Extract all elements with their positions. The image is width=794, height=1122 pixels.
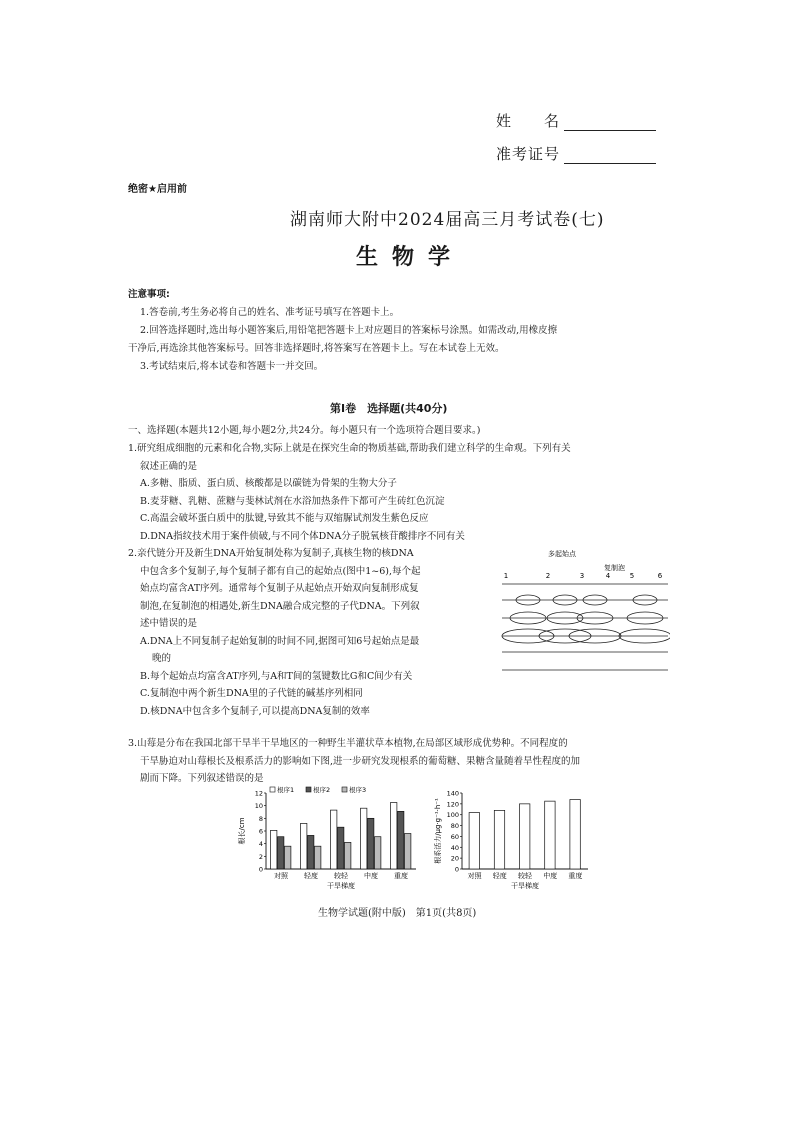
bar bbox=[308, 835, 314, 869]
q2-stem: 制泡,在复制泡的相遇处,新生DNA融合成完整的子代DNA。下列叙 bbox=[140, 600, 420, 612]
x-tick-label: 重度 bbox=[394, 872, 408, 880]
origin-number: 5 bbox=[629, 572, 635, 580]
x-axis-label: 干旱梯度 bbox=[327, 882, 355, 890]
y-tick-label: 100 bbox=[446, 811, 459, 820]
name-field bbox=[496, 110, 656, 131]
q2-stem: 始点均富含AT序列。通常每个复制子从起始点开始双向复制形成复 bbox=[140, 583, 419, 594]
origin-number: 2 bbox=[545, 572, 551, 580]
bubble-label: 复制泡 bbox=[604, 564, 625, 572]
exam-id-blank bbox=[564, 149, 656, 164]
bar bbox=[315, 846, 321, 869]
q3-stem: 干旱胁迫对山莓根长及根系活力的影响如下图,进一步研究发现根系的葡萄糖、果糖含量随着旱性程度的加 bbox=[140, 755, 581, 767]
q3-stem: 3.山莓是分布在我国北部干旱半干旱地区的一种野生半灌状草本植物,在局部区域形成优势种。不同程度的 bbox=[128, 738, 568, 749]
subject-title: 生物学 bbox=[356, 245, 465, 270]
bar bbox=[570, 800, 580, 869]
y-tick-label: 6 bbox=[258, 827, 263, 836]
q2-option-c: C.复制泡中两个新生DNA里的子代链的碱基序列相同 bbox=[140, 688, 363, 699]
root-activity-chart bbox=[432, 785, 592, 890]
y-tick-label: 60 bbox=[450, 832, 459, 841]
origin-number: 6 bbox=[657, 572, 663, 580]
y-tick-label: 8 bbox=[258, 814, 263, 823]
bar bbox=[520, 804, 530, 869]
note-item: 2.回答选择题时,选出每小题答案后,用铅笔把答题卡上对应题目的答案标号涂黑。如需改动,用橡皮擦 bbox=[140, 325, 558, 336]
q2-stem: 述中错误的是 bbox=[140, 618, 198, 629]
y-tick-label: 4 bbox=[258, 840, 263, 849]
replication-diagram bbox=[500, 548, 670, 678]
x-axis-label: 干旱梯度 bbox=[511, 882, 539, 890]
q2-stem: 2.亲代链分开及新生DNA开始复制处称为复制子,真核生物的核DNA bbox=[128, 548, 414, 559]
notes-title: 注意事项: bbox=[128, 289, 170, 300]
bar bbox=[405, 834, 411, 869]
bar bbox=[375, 837, 381, 869]
legend-label: 根序2 bbox=[313, 786, 331, 794]
x-tick-label: 轻度 bbox=[304, 872, 318, 880]
origin-label: 多起始点 bbox=[548, 550, 576, 558]
q2-option-a-cont: 晚的 bbox=[152, 653, 172, 664]
legend-swatch bbox=[342, 787, 347, 792]
bar bbox=[494, 810, 504, 869]
q1-option-d: D.DNA指纹技术用于案件侦破,与不同个体DNA分子脱氧核苷酸排序不同有关 bbox=[140, 530, 465, 542]
x-tick-label: 中度 bbox=[543, 872, 558, 880]
x-tick-label: 中度 bbox=[364, 872, 378, 880]
bar bbox=[338, 827, 344, 869]
bar bbox=[285, 846, 291, 869]
q2-option-b: B.每个起始点均富含AT序列,与A和T间的氢键数比G和C间少有关 bbox=[140, 670, 413, 682]
section-instructions: 一、选择题(本题共12小题,每小题2分,共24分。每小题只有一个选项符合题目要求。) bbox=[128, 425, 481, 436]
y-tick-label: 0 bbox=[454, 865, 459, 874]
q1-option-a: A.多糖、脂质、蛋白质、核酸都是以碳链为骨架的生物大分子 bbox=[140, 478, 397, 489]
y-tick-label: 80 bbox=[450, 822, 459, 831]
bar bbox=[278, 837, 284, 869]
note-item: 1.答卷前,考生务必将自己的姓名、准考证号填写在答题卡上。 bbox=[140, 307, 400, 318]
origin-number: 3 bbox=[579, 572, 585, 580]
q1-stem-cont: 叙述正确的是 bbox=[140, 460, 198, 472]
exam-id-label: 准考证号 bbox=[496, 145, 561, 163]
y-tick-label: 10 bbox=[254, 802, 263, 811]
q1-option-c: C.高温会破坏蛋白质中的肽键,导致其不能与双缩脲试剂发生紫色反应 bbox=[140, 513, 429, 524]
x-tick-label: 重度 bbox=[568, 872, 583, 880]
confidential-mark: 绝密★启用前 bbox=[128, 184, 187, 195]
notes-block bbox=[128, 286, 668, 376]
bar bbox=[301, 823, 307, 869]
legend-label: 根序1 bbox=[277, 786, 295, 794]
legend-swatch bbox=[306, 787, 311, 792]
note-item: 3.考试结束后,将本试卷和答题卡一并交回。 bbox=[140, 361, 324, 372]
bar bbox=[271, 830, 277, 869]
bar bbox=[545, 801, 555, 869]
q2-option-d: D.核DNA中包含多个复制子,可以提高DNA复制的效率 bbox=[140, 705, 370, 717]
root-length-chart bbox=[236, 785, 420, 890]
bar bbox=[361, 808, 367, 869]
bar bbox=[469, 813, 479, 869]
origin-number: 4 bbox=[605, 572, 611, 580]
y-tick-label: 140 bbox=[446, 789, 459, 798]
y-tick-label: 12 bbox=[254, 789, 263, 798]
name-blank bbox=[564, 116, 656, 131]
x-tick-label: 对照 bbox=[274, 872, 288, 880]
note-item: 干净后,再选涂其他答案标号。回答非选择题时,将答案写在答题卡上。写在本试卷上无效。 bbox=[128, 343, 505, 354]
q1-stem: 1.研究组成细胞的元素和化合物,实际上就是在探究生命的物质基础,帮助我们建立科学的生命观。下列有关 bbox=[128, 443, 571, 454]
page-footer: 生物学试题(附中版) 第1页(共8页) bbox=[318, 908, 477, 919]
y-tick-label: 40 bbox=[450, 843, 459, 852]
question-2 bbox=[128, 545, 498, 720]
legend-label: 根序3 bbox=[349, 786, 367, 794]
x-tick-label: 较轻 bbox=[334, 872, 348, 880]
q3-stem: 剧而下降。下列叙述错误的是 bbox=[140, 773, 264, 784]
y-axis-label: 根长/cm bbox=[238, 817, 246, 845]
exam-title: 湖南师大附中2024届高三月考试卷(七) bbox=[290, 210, 605, 230]
y-tick-label: 2 bbox=[258, 852, 263, 861]
exam-id-field bbox=[496, 143, 656, 164]
y-tick-label: 0 bbox=[258, 865, 263, 874]
question-3 bbox=[128, 735, 673, 788]
name-label: 姓 名 bbox=[496, 112, 561, 130]
y-tick-label: 120 bbox=[446, 800, 459, 809]
x-tick-label: 对照 bbox=[467, 872, 482, 880]
bar bbox=[368, 818, 374, 869]
bar bbox=[345, 842, 351, 869]
x-tick-label: 较轻 bbox=[518, 872, 532, 880]
bar bbox=[391, 803, 397, 870]
x-tick-label: 轻度 bbox=[492, 872, 507, 880]
y-tick-label: 20 bbox=[450, 854, 459, 863]
q2-stem: 中包含多个复制子,每个复制子都有自己的起始点(图中1~6),每个起 bbox=[140, 565, 421, 577]
q1-option-b: B.麦芽糖、乳糖、蔗糖与斐林试剂在水浴加热条件下都可产生砖红色沉淀 bbox=[140, 495, 445, 507]
origin-number: 1 bbox=[503, 572, 509, 580]
bar bbox=[398, 811, 404, 869]
bar bbox=[331, 810, 337, 869]
q2-option-a: A.DNA上不同复制子起始复制的时间不同,据图可知6号起始点是最 bbox=[140, 635, 420, 647]
y-axis-label: 根系活力/μg·g⁻¹·h⁻¹ bbox=[434, 798, 442, 864]
section-title: 第Ⅰ卷 选择题(共40分) bbox=[330, 402, 448, 415]
legend-swatch bbox=[270, 787, 275, 792]
question-1 bbox=[128, 440, 673, 545]
